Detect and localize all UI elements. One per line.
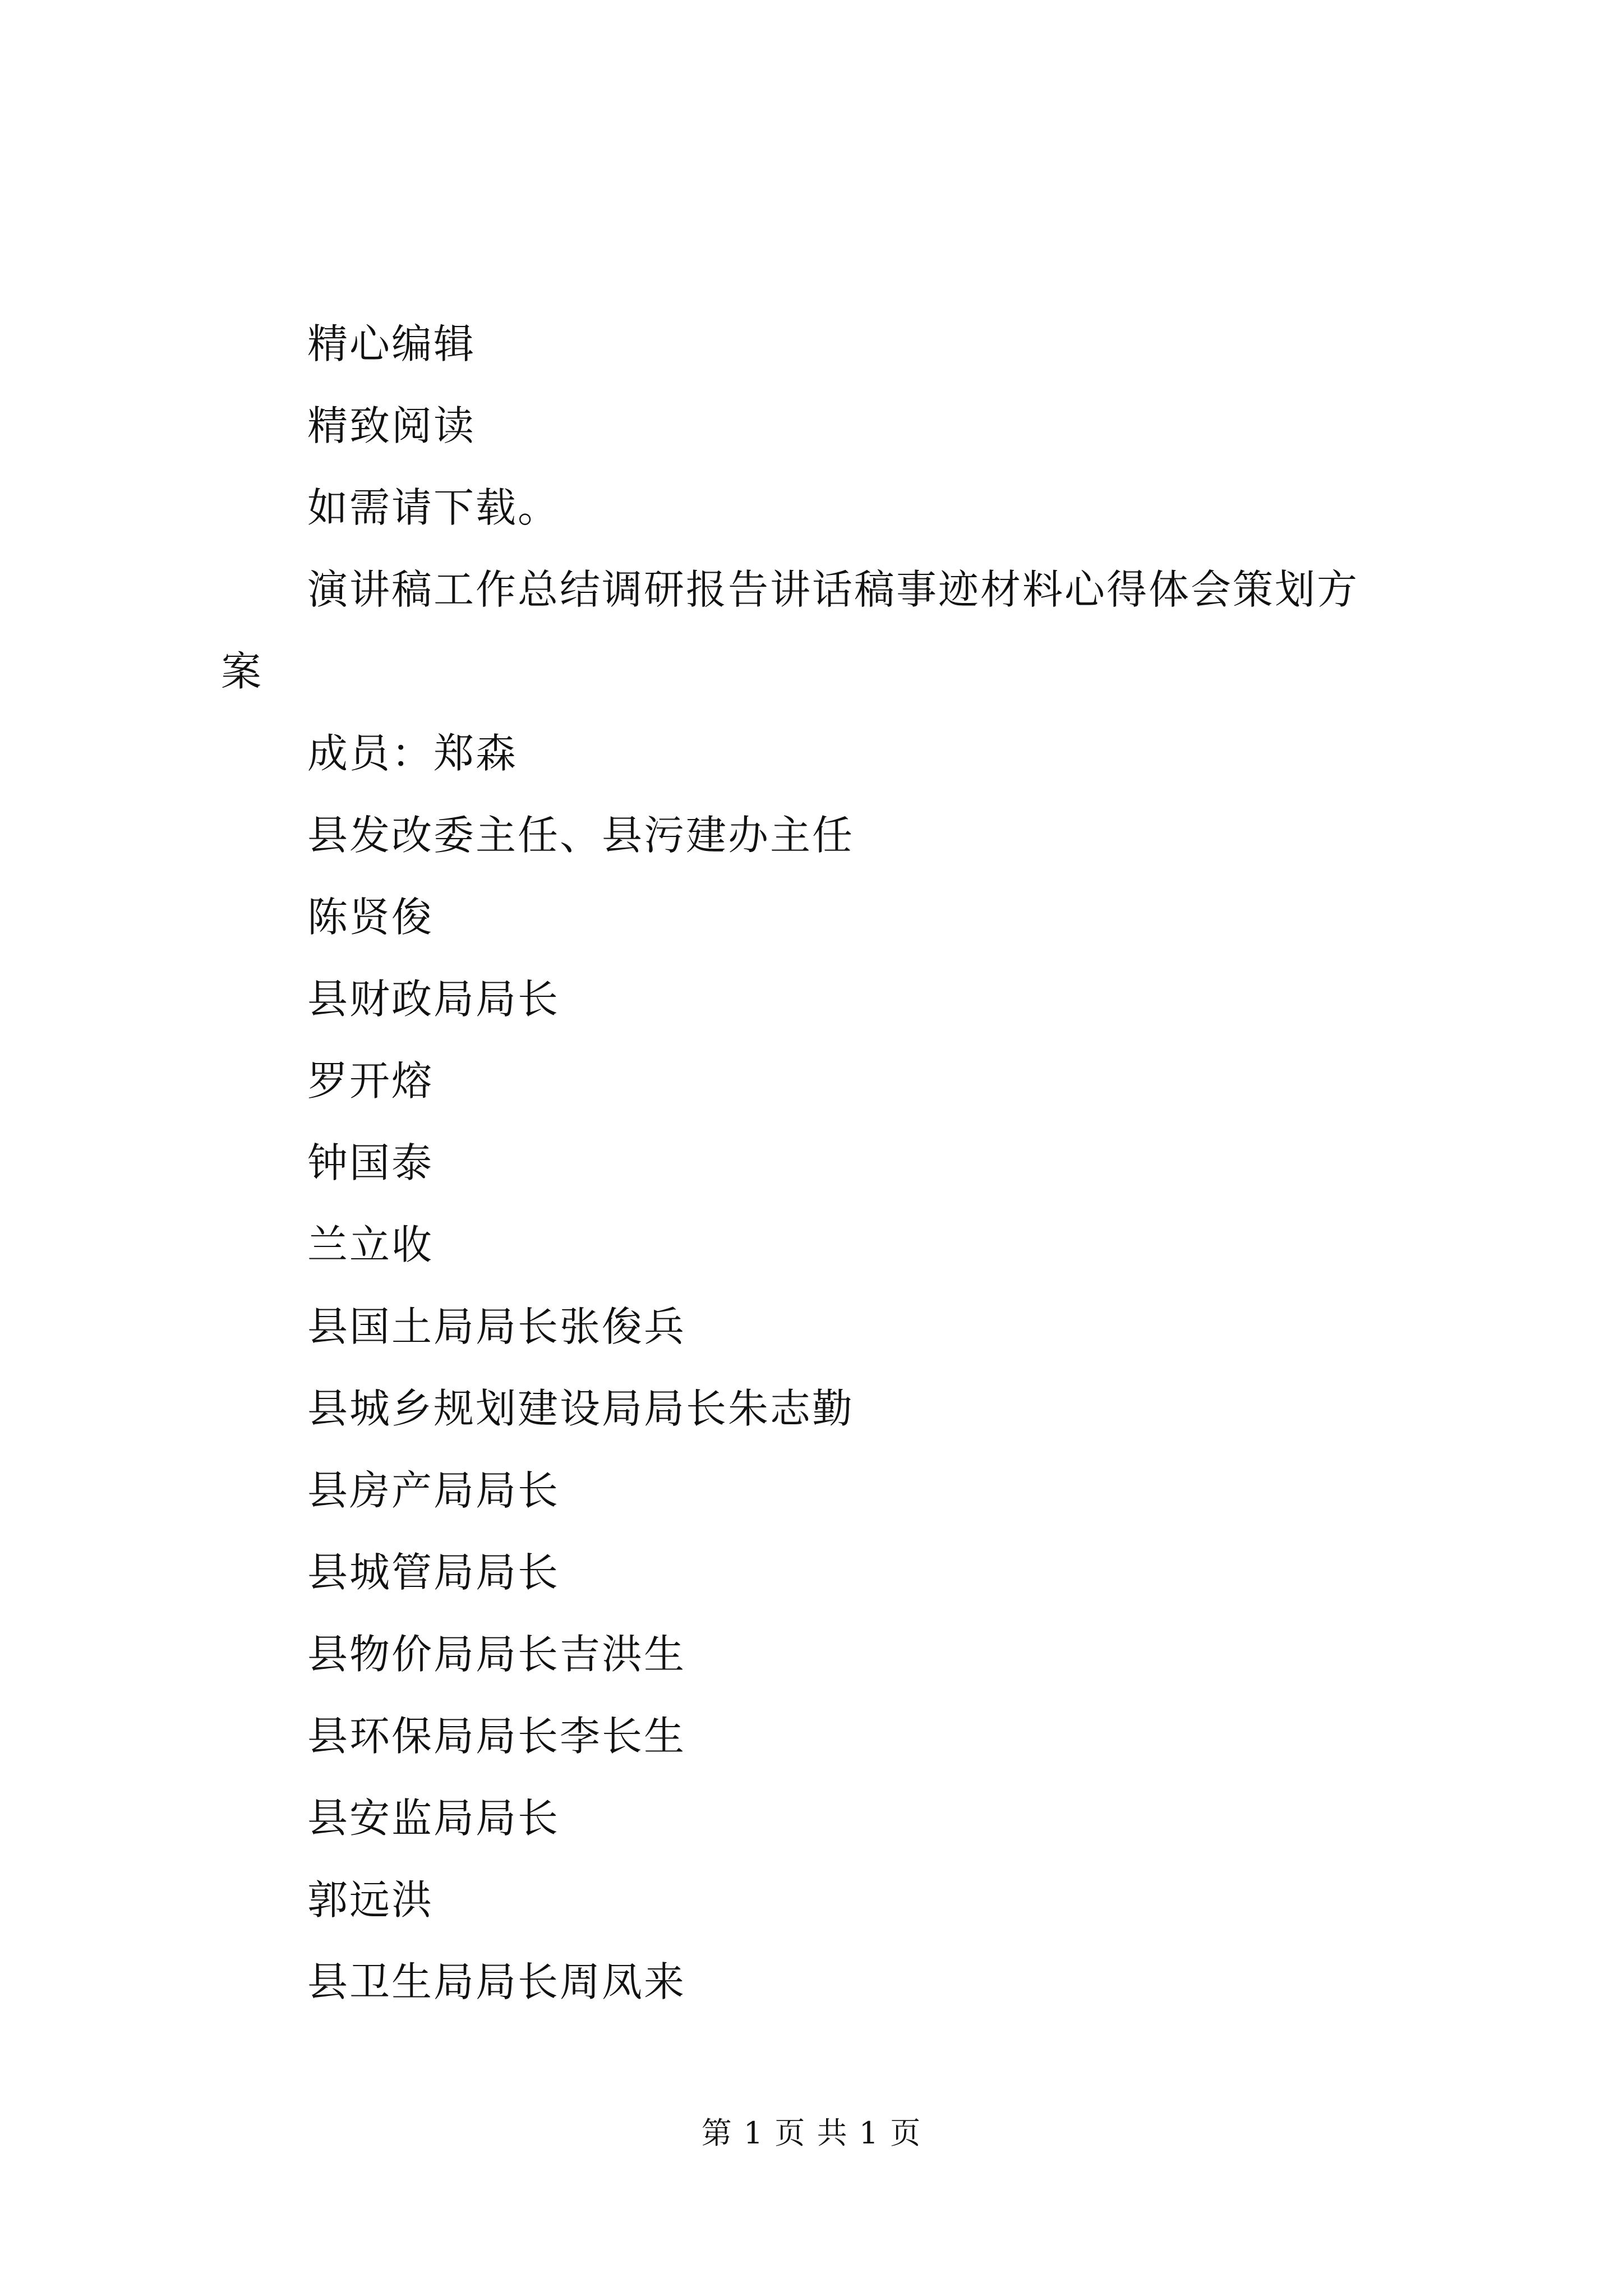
text-line: 县卫生局局长周凤来 [307, 1958, 686, 2005]
text-line: 成员：郑森 [307, 730, 518, 777]
text-line: 县国土局局长张俊兵 [307, 1303, 686, 1350]
text-line: 县财政局局长 [307, 976, 560, 1023]
text-line: 县城管局局长 [307, 1549, 560, 1596]
text-line: 钟国泰 [307, 1139, 434, 1186]
text-line: 郭远洪 [307, 1876, 434, 1924]
text-line: 县安监局局长 [307, 1795, 560, 1842]
text-line: 精心编辑 [307, 320, 476, 367]
text-line: 县环保局局长李长生 [307, 1713, 686, 1760]
page-number-footer: 第 1 页 共 1 页 [701, 2115, 922, 2151]
text-line: 县城乡规划建设局局长朱志勤 [307, 1385, 855, 1432]
document-body [221, 303, 1410, 2023]
text-line: 陈贤俊 [307, 894, 434, 941]
text-line: 演讲稿工作总结调研报告讲话稿事迹材料心得体会策划方 [307, 566, 1359, 613]
text-line: 兰立收 [307, 1221, 434, 1268]
text-line: 县物价局局长吉洪生 [307, 1631, 686, 1678]
text-line-continuation: 案 [221, 648, 264, 695]
text-line: 罗开熔 [307, 1057, 434, 1105]
text-line: 如需请下载。 [307, 484, 560, 531]
text-line: 精致阅读 [307, 402, 476, 449]
text-line: 县房产局局长 [307, 1467, 560, 1514]
text-line: 县发改委主任、县污建办主任 [307, 812, 855, 859]
